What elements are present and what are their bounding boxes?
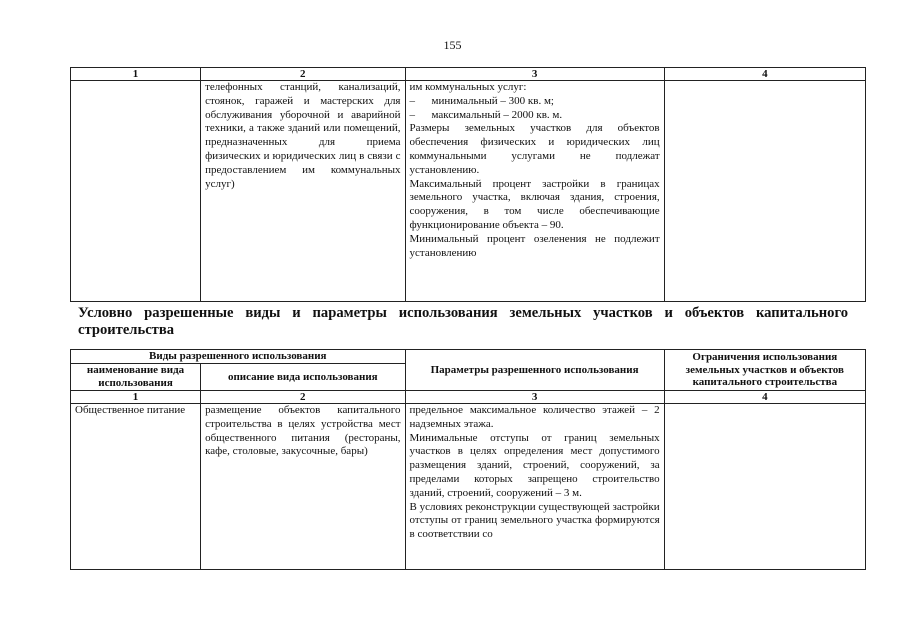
cell-limits bbox=[664, 404, 865, 570]
table-row bbox=[71, 404, 866, 570]
cell-description: телефонных станций, канализаций, стоянок, гаражей и мастерских для обслуживания уборочной и аварийной техники, а также зданий или помещений, предназначенных для приема физических и юридических лиц в связи с предоставлением им коммунальных услуг) bbox=[201, 81, 405, 302]
header-limits: Ограничения использования земельных участков и объектов капитального строительства bbox=[664, 350, 865, 391]
section-title: Условно разрешенные виды и параметры использования земельных участков и объектов капитального строительства bbox=[78, 305, 848, 338]
table-conditional-uses bbox=[70, 349, 866, 570]
cell-limits bbox=[664, 81, 865, 302]
param-dash-item: – максимальный – 2000 кв. м. bbox=[409, 108, 563, 121]
param-max-area: максимальный – 2000 кв. м. bbox=[431, 108, 563, 121]
param-paragraph: В условиях реконструкции существующей застройки отступы от границ земельного участка формируются в соответствии со bbox=[409, 500, 660, 541]
cell-name: Общественное питание bbox=[71, 404, 201, 570]
header-description: описание вида использования bbox=[201, 364, 405, 391]
table-row bbox=[71, 81, 866, 302]
table-continued bbox=[70, 67, 866, 302]
column-number-3: 3 bbox=[405, 391, 664, 404]
column-number-2: 2 bbox=[201, 68, 405, 81]
param-min-area: минимальный – 300 кв. м; bbox=[431, 94, 554, 107]
table-header-row bbox=[71, 68, 866, 81]
header-parameters: Параметры разрешенного использования bbox=[405, 350, 664, 391]
param-paragraph: Минимальный процент озеленения не подлежит установлению bbox=[409, 232, 660, 259]
param-paragraph: Минимальные отступы от границ земельных участков в целях определения мест допустимого размещения зданий, строений, сооружений, за пределами которых запрещено строительство зданий, строений, сооружений – 3 м. bbox=[409, 431, 660, 499]
param-dash-item: – минимальный – 300 кв. м; bbox=[409, 94, 554, 107]
column-number-1: 1 bbox=[71, 391, 201, 404]
cell-description: размещение объектов капитального строительства в целях устройства мест общественного питания (рестораны, кафе, столовые, закусочные, бары) bbox=[201, 404, 405, 570]
param-paragraph: Размеры земельных участков для объектов обеспечения физических и юридических лиц коммунальными услугами не подлежат установлению. bbox=[409, 122, 660, 176]
param-paragraph: Максимальный процент застройки в границах земельного участка, включая здания, строения, сооружения, в том числе обеспечивающие функционирование объекта – 90. bbox=[409, 177, 660, 231]
column-number-4: 4 bbox=[664, 68, 865, 81]
page-number: 155 bbox=[443, 38, 462, 52]
param-intro: им коммунальных услуг: bbox=[409, 81, 527, 93]
column-number-4: 4 bbox=[664, 391, 865, 404]
param-paragraph: предельное максимальное количество этажей – 2 надземных этажа. bbox=[409, 404, 660, 430]
column-number-3: 3 bbox=[405, 68, 664, 81]
cell-parameters bbox=[405, 81, 664, 302]
table-number-row bbox=[71, 391, 866, 404]
group-header: Виды разрешенного использования bbox=[71, 350, 406, 364]
column-number-1: 1 bbox=[71, 68, 201, 81]
table-header-row bbox=[71, 350, 866, 364]
header-name: наименование вида использования bbox=[71, 364, 201, 391]
column-number-2: 2 bbox=[201, 391, 405, 404]
cell-name bbox=[71, 81, 201, 302]
cell-parameters bbox=[405, 404, 664, 570]
